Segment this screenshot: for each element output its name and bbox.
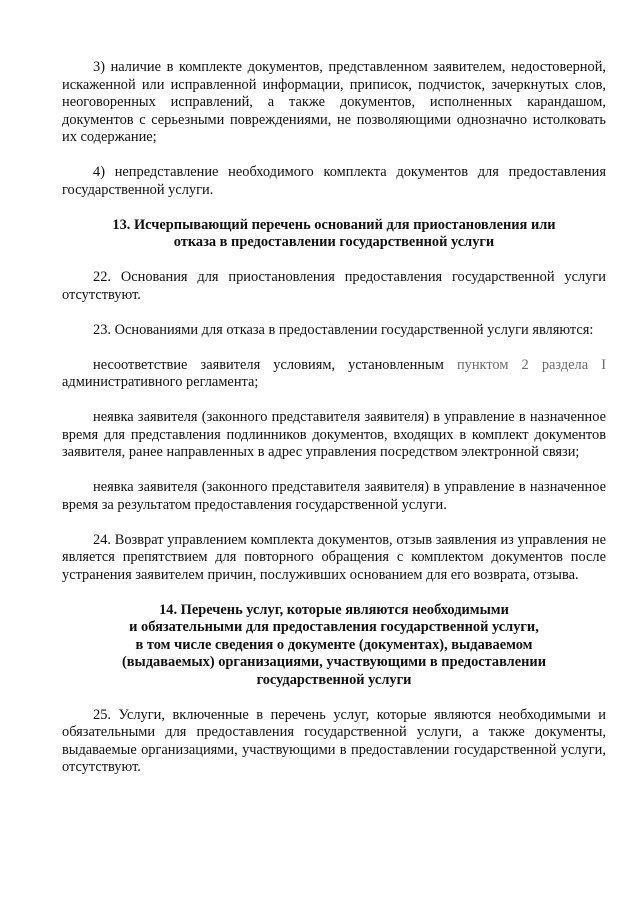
paragraph-23: 23. Основаниями для отказа в предоставлении государственной услуги являются: xyxy=(93,321,594,338)
paragraph-24: 24. Возврат управлением комплекта документов, отзыв заявления из управления не является препятствием для повторного обращения с комплектом документов после устранения заявителем причин, послуживших основанием для его возврата, отзыва. xyxy=(62,531,606,583)
refusal-ground-1-text: несоответствие заявителя условиям, установленным xyxy=(93,356,457,373)
paragraph-25: 25. Услуги, включенные в перечень услуг, которые являются необходимыми и обязательными для предоставления государственной услуги, а также документы, выдаваемые организациями, участвующими в предоставлении государственной услуги, отсутствуют. xyxy=(62,706,606,775)
section-13-heading xyxy=(62,217,606,252)
section-14-heading-line-1: 14. Перечень услуг, которые являются необходимыми xyxy=(159,601,509,618)
item-3-paragraph: 3) наличие в комплекте документов, представленном заявителем, недостоверной, искаженной или исправленной информации, приписок, подчисток, зачеркнутых слов, неоговоренных исправлений, а также документов, исполненных карандашом, документов с серьезными повреждениями, не позволяющими однозначно истолковать их содержание; xyxy=(62,59,606,145)
refusal-ground-1 xyxy=(62,357,606,392)
section-14-heading-line-4: (выдаваемых) организациями, участвующими в предоставлении xyxy=(121,654,547,670)
section-14-heading-line-5: государственной услуги xyxy=(256,671,412,688)
section-14-heading-line-2: и обязательными для предоставления государственной услуги, xyxy=(129,619,539,635)
refusal-ground-2: неявка заявителя (законного представителя заявителя) в управление в назначенное время для представления подлинников документов, входящих в комплект документов заявителя, ранее направленных в адрес управления посредством электронной связи; xyxy=(62,409,606,460)
refusal-ground-3: неявка заявителя (законного представителя заявителя) в управление в назначенное время за результатом предоставления государственной услуги. xyxy=(62,479,606,513)
regulation-reference-link[interactable]: пунктом 2 раздела I xyxy=(456,356,607,373)
section-14-heading-line-3: в том числе сведения о документе (документах), выдаваемом xyxy=(135,636,533,653)
section-13-heading-line-2: отказа в предоставлении государственной услуги xyxy=(173,234,495,250)
section-13-heading-line-1: 13. Исчерпывающий перечень оснований для приостановления или xyxy=(112,216,556,233)
refusal-ground-1-tail: административного регламента; xyxy=(62,374,259,390)
paragraph-22: 22. Основания для приостановления предоставления государственной услуги отсутствуют. xyxy=(62,269,606,303)
document-body xyxy=(62,59,606,794)
item-4-paragraph: 4) непредставление необходимого комплекта документов для предоставления государственной услуги. xyxy=(62,164,606,198)
section-14-heading xyxy=(62,602,606,690)
